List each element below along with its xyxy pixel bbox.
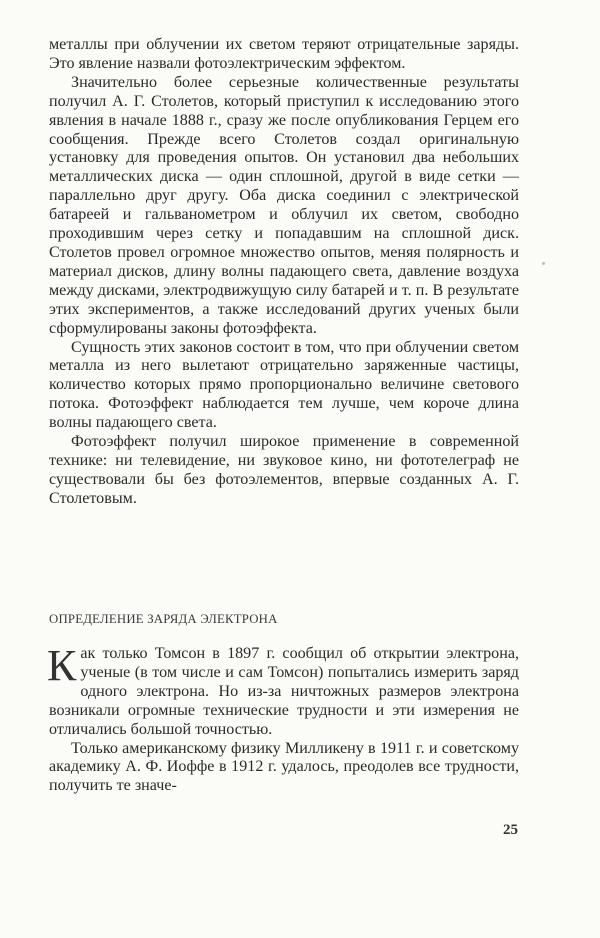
paragraph-4: Фотоэффект получил широкое применение в современной технике: ни телевидение, ни звуковое кино, ни фототелеграф не существовали бы без фотоэлементов, впервые созданных А. Г. Столетовым. <box>49 433 519 507</box>
paragraph-2: Значительно более серьезные количественные результаты получил А. Г. Столетов, который приступил к исследованию этого явления в начале 1888 г., сразу же после опубликования Герцем его сообщения. Прежде всего Столетов создал оригинальную установку для проведения опытов. Он установил два небольших металлических диска — один сплошной, другой в виде сетки — параллельно друг другу. Оба диска соединил с электрической батареей и гальванометром и облучил их светом, свободно проходившим через сетку и попадавшим на сплошной диск. Столетов провел огромное множество опытов, меняя полярность и материал дисков, длину волны падающего света, давление воздуха между дисками, электродвижущую силу батарей и т. п. В результате этих экспериментов, а также исследований других ученых были сформулированы законы фотоэффекта. <box>49 73 519 337</box>
paragraph-5 <box>47 641 519 740</box>
paragraph-1: металлы при облучении их светом теряют отрицательные заряды. Это явление назвали фотоэлектрическим эффектом. <box>49 36 519 72</box>
page-number: 25 <box>503 822 518 838</box>
drop-cap: К <box>47 641 77 690</box>
paragraph-3: Сущность этих законов состоит в том, что при облучении светом металла из него вылетают отрицательно заряженные частицы, количество которых прямо пропорционально величине светового потока. Фотоэффект наблюдается тем лучше, чем короче длина волны падающего света. <box>49 338 519 432</box>
paragraph-5-text: ак только Томсон в 1897 г. сообщил об открытии электрона, ученые (в том числе и сам Томсон) попытались измерить заряд одного электрона. Но из-за ничтожных размеров электрона возникали огромные технические трудности и эти измерения не отличались большой точностью. <box>49 645 519 738</box>
body-text-bottom <box>47 641 519 796</box>
section-heading: ОПРЕДЕЛЕНИЕ ЗАРЯДА ЭЛЕКТРОНА <box>49 612 278 626</box>
body-text-top <box>49 36 519 509</box>
scan-speck <box>542 262 545 265</box>
paragraph-6: Только американскому физику Милликену в 1911 г. и советскому академику А. Ф. Иоффе в 1912 г. удалось, преодолев все трудности, получить те значе- <box>49 739 519 795</box>
